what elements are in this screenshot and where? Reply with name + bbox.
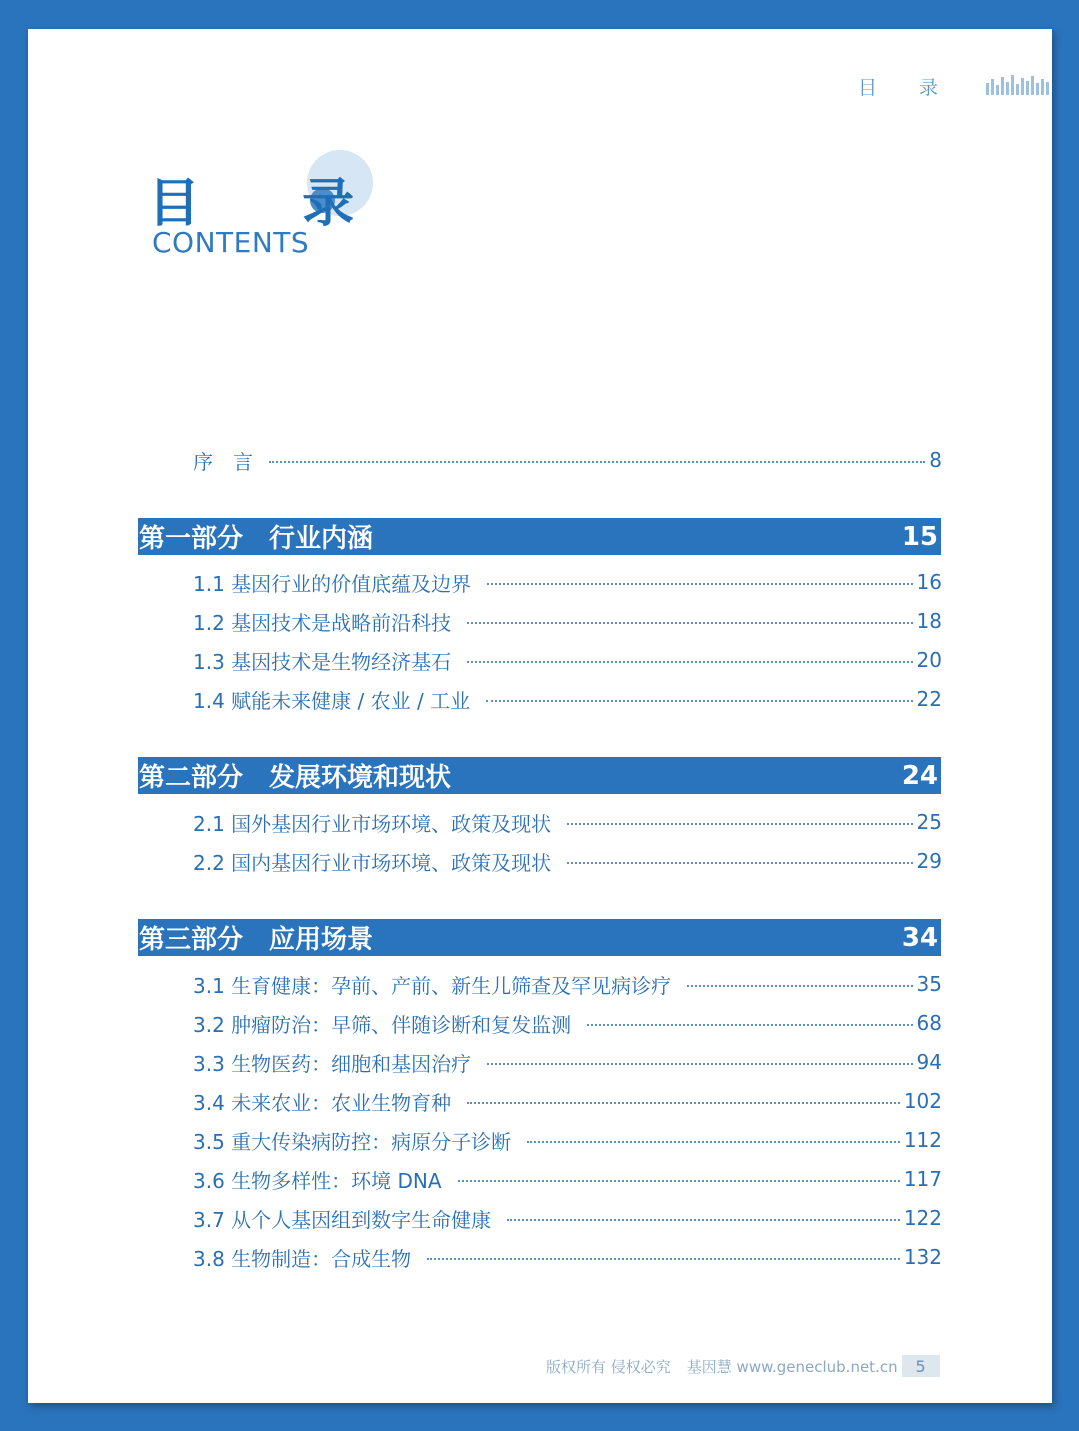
copyright-text: 版权所有 侵权必究 xyxy=(546,1357,671,1376)
dot-leader xyxy=(487,1063,912,1065)
toc-page-number: 16 xyxy=(916,570,942,594)
section-page-number: 34 xyxy=(901,922,938,953)
page-footer xyxy=(546,1353,940,1379)
toc-page-number: 68 xyxy=(916,1011,942,1035)
toc-row[interactable] xyxy=(193,1165,942,1193)
toc-page-number: 102 xyxy=(903,1089,942,1113)
toc-row[interactable] xyxy=(193,1087,942,1115)
section-header-1[interactable] xyxy=(138,518,941,555)
toc-page-number: 122 xyxy=(903,1206,942,1230)
toc-label: 3.4 未来农业：农业生物育种 xyxy=(193,1090,452,1115)
header-label: 目 录 xyxy=(857,77,956,99)
toc-row[interactable] xyxy=(193,568,942,596)
toc-page-number: 22 xyxy=(916,687,942,711)
document-page xyxy=(28,29,1052,1403)
dot-leader xyxy=(567,862,912,864)
barcode-decoration-icon xyxy=(986,73,1052,95)
toc-page-number: 20 xyxy=(916,648,942,672)
dot-leader xyxy=(269,461,925,463)
toc-label: 3.2 肿瘤防治：早筛、伴随诊断和复发监测 xyxy=(193,1012,572,1037)
toc-label: 3.5 重大传染病防控：病原分子诊断 xyxy=(193,1129,512,1154)
toc-label: 2.1 国外基因行业市场环境、政策及现状 xyxy=(193,811,552,836)
toc-label: 序 言 xyxy=(193,449,253,474)
toc-label: 1.3 基因技术是生物经济基石 xyxy=(193,649,452,674)
toc-label: 1.4 赋能未来健康 / 农业 / 工业 xyxy=(193,688,471,713)
dot-leader xyxy=(567,823,912,825)
toc-label: 1.2 基因技术是战略前沿科技 xyxy=(193,610,452,635)
section-header-2[interactable] xyxy=(138,757,941,794)
toc-label: 1.1 基因行业的价值底蕴及边界 xyxy=(193,571,472,596)
toc-label: 2.2 国内基因行业市场环境、政策及现状 xyxy=(193,850,552,875)
toc-row[interactable] xyxy=(193,1048,942,1076)
toc-row[interactable] xyxy=(193,808,942,836)
toc-row[interactable] xyxy=(193,1009,942,1037)
toc-label: 3.1 生育健康：孕前、产前、新生儿筛查及罕见病诊疗 xyxy=(193,973,672,998)
toc-page-number: 132 xyxy=(903,1245,942,1269)
page-subtitle: CONTENTS xyxy=(152,226,310,259)
toc-page-number: 18 xyxy=(916,609,942,633)
toc-row-preface[interactable] xyxy=(193,446,942,474)
toc-label: 3.3 生物医药：细胞和基因治疗 xyxy=(193,1051,472,1076)
toc-row[interactable] xyxy=(193,1126,942,1154)
section-title: 第二部分 发展环境和现状 xyxy=(139,763,452,793)
dot-leader xyxy=(458,1180,900,1182)
toc-page-number: 25 xyxy=(916,810,942,834)
dot-leader xyxy=(486,700,912,702)
dot-leader xyxy=(527,1141,900,1143)
toc-page-number: 8 xyxy=(929,448,942,472)
dot-leader xyxy=(487,583,912,585)
dot-leader xyxy=(587,1024,912,1026)
dot-leader xyxy=(427,1258,900,1260)
section-page-number: 15 xyxy=(901,521,938,552)
footer-site-link[interactable]: 基因慧 www.geneclub.net.cn xyxy=(686,1357,898,1376)
dot-leader xyxy=(467,661,912,663)
toc-row[interactable] xyxy=(193,685,942,713)
toc-row[interactable] xyxy=(193,607,942,635)
toc-row[interactable] xyxy=(193,1243,942,1271)
toc-label: 3.8 生物制造：合成生物 xyxy=(193,1246,412,1271)
toc-page-number: 112 xyxy=(903,1128,942,1152)
dot-leader xyxy=(507,1219,900,1221)
toc-row[interactable] xyxy=(193,970,942,998)
section-title: 第三部分 应用场景 xyxy=(139,925,374,955)
toc-page-number: 29 xyxy=(916,849,942,873)
toc-label: 3.6 生物多样性：环境 DNA xyxy=(193,1168,442,1193)
toc-page-number: 94 xyxy=(916,1050,942,1074)
section-header-3[interactable] xyxy=(138,919,941,956)
toc-row[interactable] xyxy=(193,1204,942,1232)
dot-leader xyxy=(467,1102,900,1104)
dot-leader xyxy=(467,622,912,624)
section-title: 第一部分 行业内涵 xyxy=(139,524,374,554)
dot-leader xyxy=(687,985,912,987)
toc-row[interactable] xyxy=(193,847,942,875)
section-page-number: 24 xyxy=(901,760,938,791)
page-title: 目 录 xyxy=(148,174,397,234)
toc-page-number: 117 xyxy=(903,1167,942,1191)
toc-label: 3.7 从个人基因组到数字生命健康 xyxy=(193,1207,492,1232)
toc-page-number: 35 xyxy=(916,972,942,996)
footer-page-number: 5 xyxy=(902,1355,940,1377)
toc-row[interactable] xyxy=(193,646,942,674)
